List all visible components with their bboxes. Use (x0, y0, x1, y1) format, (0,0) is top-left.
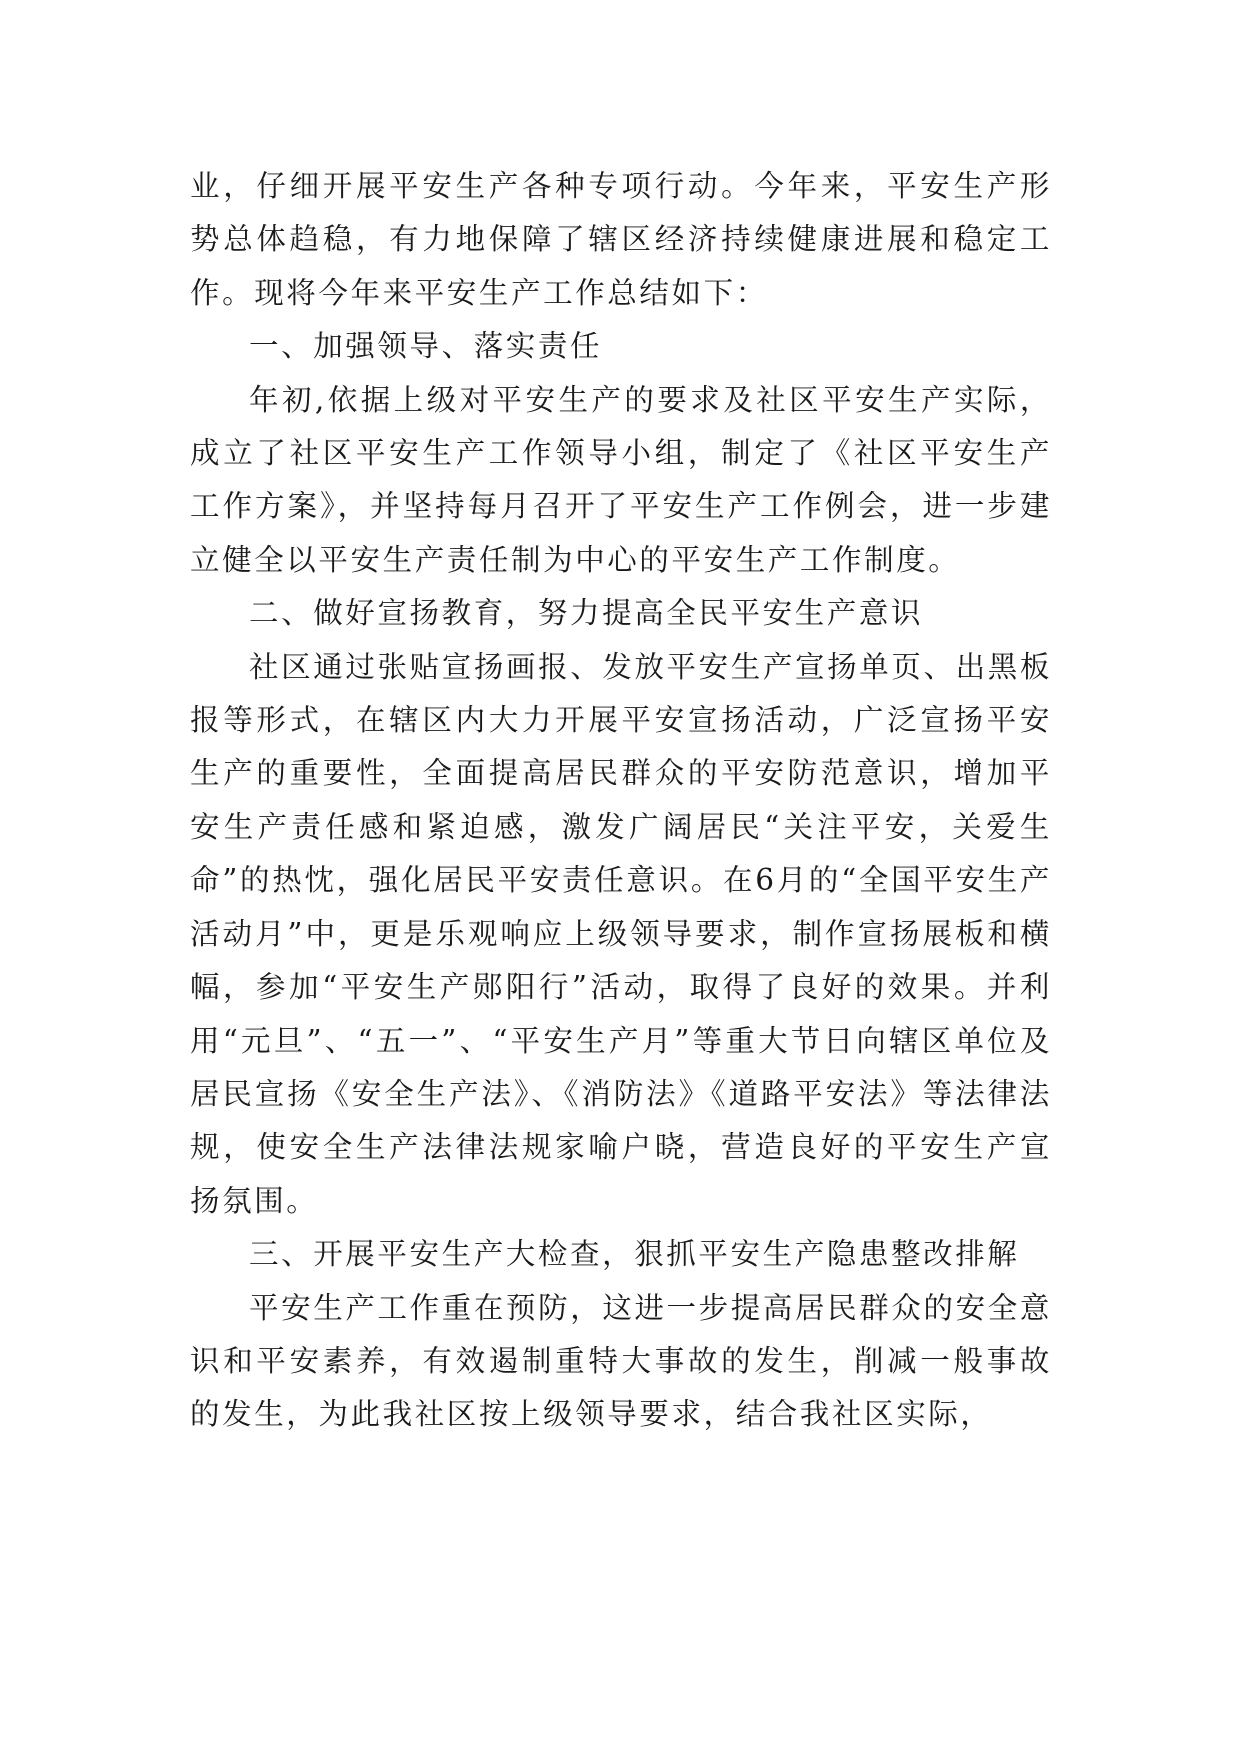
section-heading-2: 二、做好宣扬教育，努力提高全民平安生产意识 (249, 596, 924, 631)
paragraph-inspection: 平安生产工作重在预防，这进一步提高居民群众的安全意识和平安素养，有效遏制重特大事故的发生，削减一般事故的发生，为此我社区按上级领导要求，结合我社区实际， (190, 1290, 1052, 1432)
section-heading-1: 一、加强领导、落实责任 (249, 329, 603, 364)
section-heading-3: 三、开展平安生产大检查，狠抓平安生产隐患整改排解 (249, 1237, 1020, 1272)
paragraph-intro-continuation: 业，仔细开展平安生产各种专项行动。今年来，平安生产形势总体趋稳，有力地保障了辖区经济持续健康进展和稳定工作。现将今年来平安生产工作总结如下： (190, 169, 1052, 310)
paragraph-leadership: 年初,依据上级对平安生产的要求及社区平安生产实际，成立了社区平安生产工作领导小组，制定了《社区平安生产工作方案》，并坚持每月召开了平安生产工作例会，进一步建立健全以平安生产责任制为中心的平安生产工作制度。 (190, 382, 1052, 577)
document-body (190, 160, 1052, 1442)
paragraph-publicity: 社区通过张贴宣扬画报、发放平安生产宣扬单页、出黑板报等形式，在辖区内大力开展平安宣扬活动，广泛宣扬平安生产的重要性，全面提高居民群众的平安防范意识，增加平安生产责任感和紧迫感，激发广阔居民“关注平安，关爱生命”的热忱，强化居民平安责任意识。在6月的“全国平安生产活动月”中，更是乐观响应上级领导要求，制作宣扬展板和横幅，参加“平安生产郧阳行”活动，取得了良好的效果。并利用“元旦”、“五一”、“平安生产月”等重大节日向辖区单位及居民宣扬《安全生产法》、《消防法》《道路平安法》等法律法规，使安全生产法律法规家喻户晓，营造良好的平安生产宣扬氛围。 (190, 649, 1052, 1218)
